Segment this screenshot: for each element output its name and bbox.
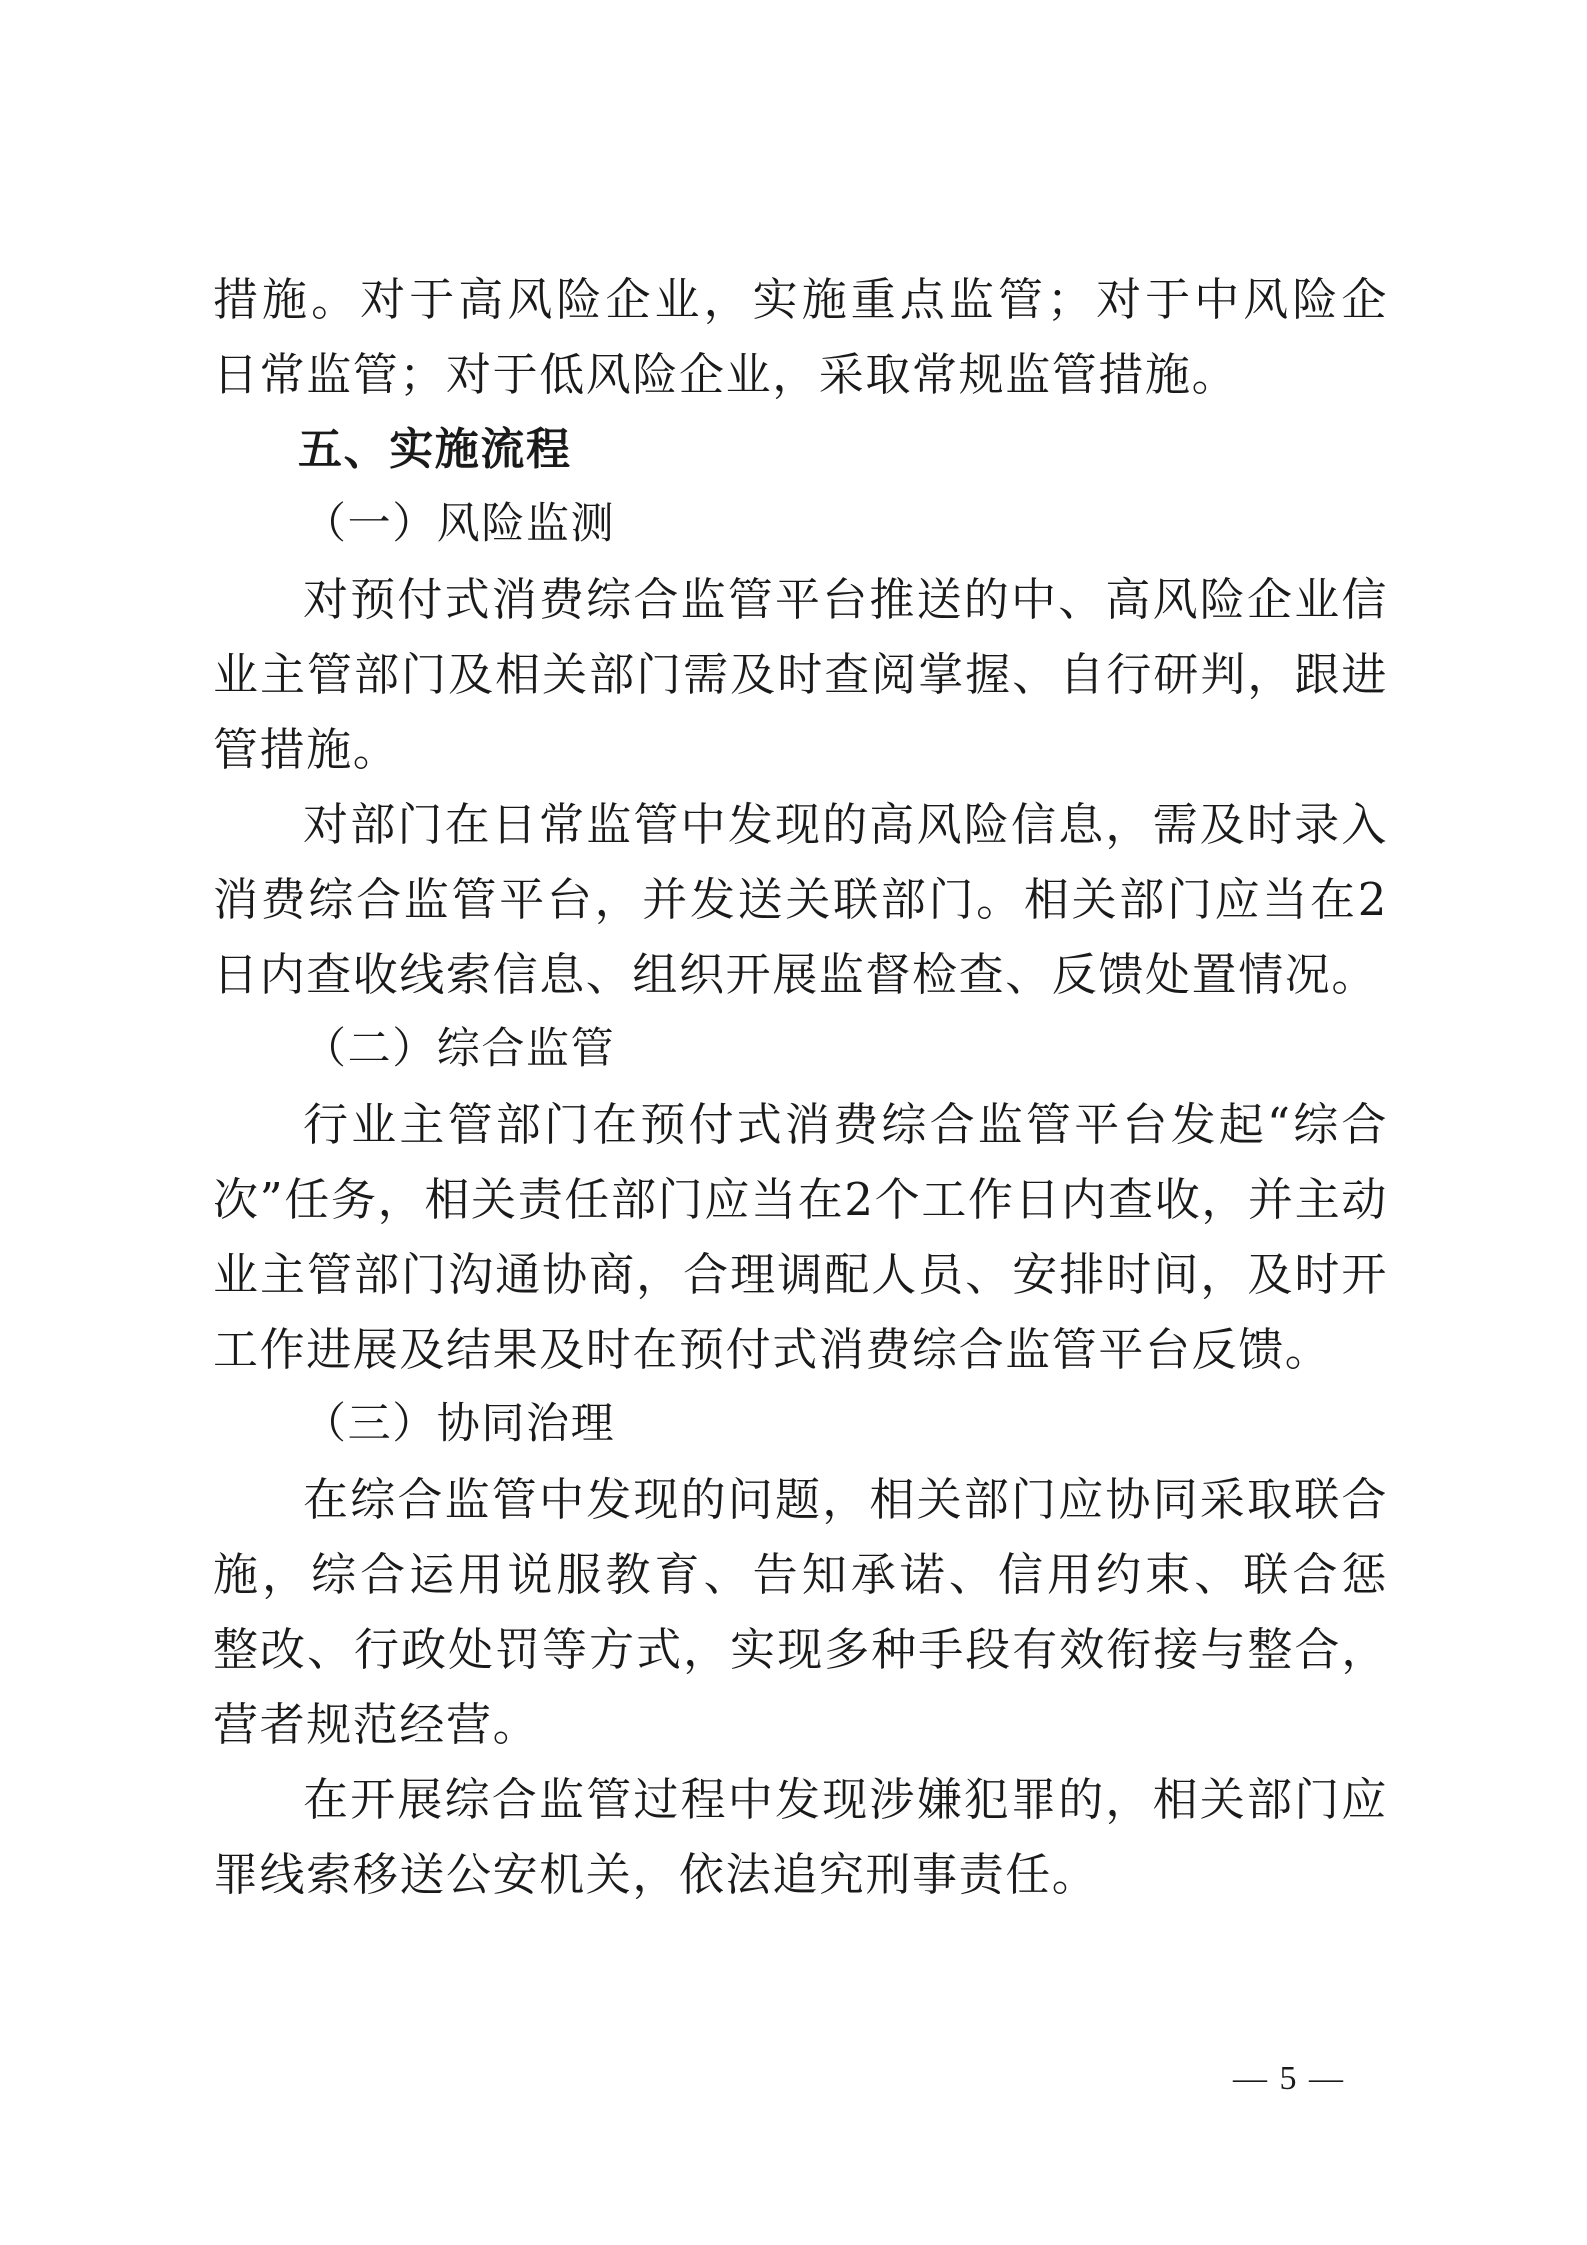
paragraph-line: 行业主管部门在预付式消费综合监管平台发起“综合 [303, 1098, 1388, 1151]
paragraph-line: 措施。对于高风险企业，实施重点监管；对于中风险企 [213, 273, 1388, 326]
paragraph-line: 日内查收线索信息、组织开展监督检查、反馈处置情况。 [213, 948, 1379, 1001]
document-body [213, 262, 1388, 1912]
paragraph [213, 562, 1388, 787]
paragraph [213, 1087, 1388, 1387]
paragraph-line: 日常监管；对于低风险企业，采取常规监管措施。 [213, 348, 1239, 401]
paragraph-line: 对预付式消费综合监管平台推送的中、高风险企业信 [303, 573, 1388, 626]
paragraph-line: 罪线索移送公安机关，依法追究刑事责任。 [213, 1848, 1099, 1901]
paragraph-line: 整改、行政处罚等方式，实现多种手段有效衔接与整合， [213, 1623, 1388, 1676]
paragraph-line: 次”任务，相关责任部门应当在2个工作日内查收，并主动 [213, 1173, 1388, 1226]
paragraph-line: 在综合监管中发现的问题，相关部门应协同采取联合 [303, 1473, 1388, 1526]
paragraph-line: 业主管部门沟通协商，合理调配人员、安排时间，及时开 [213, 1248, 1388, 1301]
paragraph [213, 787, 1388, 1012]
paragraph-line: 工作进展及结果及时在预付式消费综合监管平台反馈。 [213, 1323, 1332, 1376]
paragraph-line: 业主管部门及相关部门需及时查阅掌握、自行研判，跟进 [213, 648, 1388, 701]
paragraph [213, 1762, 1388, 1912]
page-number: — 5 — [1233, 2060, 1345, 2097]
paragraph-line: 管措施。 [213, 723, 400, 776]
paragraph-line: 对部门在日常监管中发现的高风险信息，需及时录入 [303, 798, 1388, 851]
paragraph [213, 262, 1388, 412]
paragraph-line: 消费综合监管平台，并发送关联部门。相关部门应当在2 [213, 873, 1388, 926]
subsection-heading: （三）协同治理 [303, 1399, 616, 1449]
paragraph-line: 施，综合运用说服教育、告知承诺、信用约束、联合惩 [213, 1548, 1388, 1601]
paragraph [213, 1462, 1388, 1762]
paragraph-line: 营者规范经营。 [213, 1698, 540, 1751]
section-heading: 五、实施流程 [298, 424, 572, 475]
paragraph-line: 在开展综合监管过程中发现涉嫌犯罪的，相关部门应 [303, 1773, 1388, 1826]
subsection-heading: （二）综合监管 [303, 1024, 616, 1074]
subsection-heading: （一）风险监测 [303, 499, 616, 549]
